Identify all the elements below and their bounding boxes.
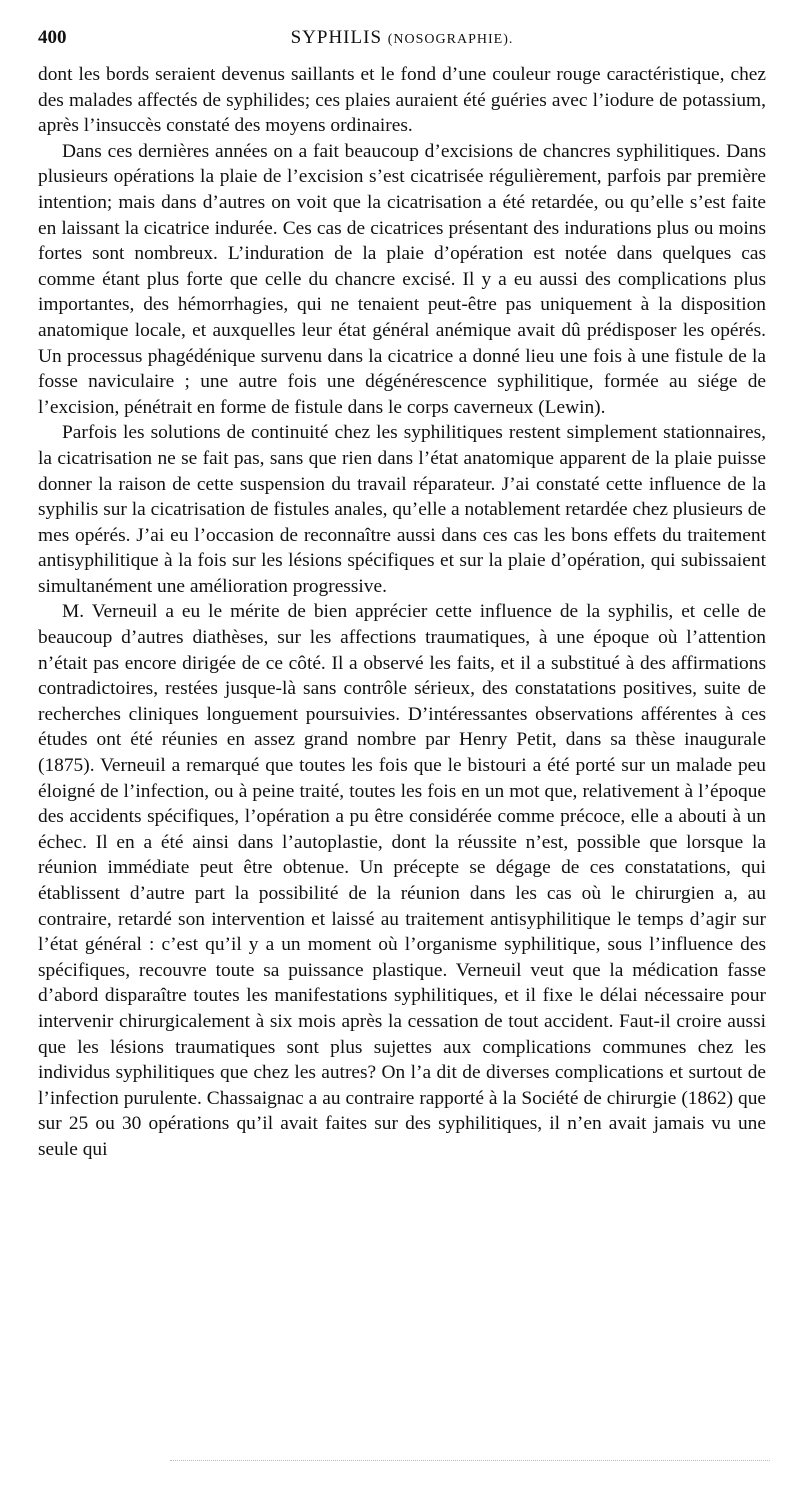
running-title [38, 22, 766, 56]
body-text [38, 62, 766, 1163]
running-title-main: SYPHILIS [290, 27, 383, 48]
paragraph: M. Verneuil a eu le mérite de bien apprécier cette influence de la syphilis, et celle de beaucoup d’autres diathèses, sur les affections traumatiques, à une époque où l’attention n’était pas encore dirigée de ce côté. Il a observé les faits, et il a substitué à des affirmations contradictoires, restées jusque-là sans contrôle sérieux, des constatations positives, suite de recherches cliniques longuement poursuivies. D’intéressantes observations afférentes à ces études ont été réunies en assez grand nombre par Henry Petit, dans sa thèse inaugurale (1875). Verneuil a remarqué que toutes les fois que le bistouri a été porté sur un malade peu éloigné de l’infection, ou à peine traité, toutes les fois en un mot que, relativement à l’époque des accidents spécifiques, l’opération a pu être considérée comme précoce, elle a abouti à un échec. Il en a été ainsi dans l’autoplastie, dont la réussite n’est, possible que lorsque la réunion immédiate peut être obtenue. Un précepte se dégage de ces constatations, qui établissent d’autre part la possibilité de la réunion dans les cas où le chirurgien a, au contraire, retardé son intervention et laissé au traitement antisyphilitique le temps d’agir sur l’état général : c’est qu’il y a un moment où l’organisme syphilitique, sous l’influence des spécifiques, recouvre toute sa puissance plastique. Verneuil veut que la médication fasse d’abord disparaître toutes les manifestations syphilitiques, et il fixe le délai nécessaire pour intervenir chirurgicalement à six mois après la cessation de tout accident. Faut-il croire aussi que les lésions traumatiques sont plus sujettes aux complications communes chez les individus syphilitiques que chez les autres? On l’a dit de diverses complications et surtout de l’infection purulente. Chassaignac a au contraire rapporté à la Société de chirurgie (1862) que sur 25 ou 30 opérations qu’il avait faites sur des syphilitiques, il n’en avait jamais vu une seule qui [38, 601, 766, 1160]
book-page [38, 22, 766, 1163]
paragraph: Dans ces dernières années on a fait beaucoup d’excisions de chancres syphilitiques. Dans plusieurs opérations la plaie de l’excision s’est cicatrisée régulièrement, parfois par première intention; mais dans d’autres on voit que la cicatrisation a été retardée, ou qu’elle s’est faite en laissant la cicatrice indurée. Ces cas de cicatrices présentant des indurations plus ou moins fortes sont nombreux. L’induration de la plaie d’opération est notée dans quelques cas comme étant plus forte que celle du chancre excisé. Il y a eu aussi des complications plus importantes, des hémorrhagies, qui ne tenaient peut-être pas uniquement à la disposition anatomique locale, et auxquelles leur état général anémique avait dû prédisposer les opérés. Un processus phagédénique survenu dans la cicatrice a donné lieu une fois à une fistule de la fosse naviculaire ; une autre fois une dégénérescence syphilitique, formée au siége de l’excision, pénétrait en forme de fistule dans le corps caverneux (Lewin). [38, 140, 766, 418]
paragraph-continued: dont les bords seraient devenus saillants et le fond d’une couleur rouge caractéristique, chez des malades affectés de syphilides; ces plaies auraient été guéries avec l’iodure de potassium, après l’insuccès constaté des moyens ordinaires. [38, 64, 766, 137]
paragraph: Parfois les solutions de continuité chez les syphilitiques restent simplement stationnaires, la cicatrisation ne se fait pas, sans que rien dans l’état anatomique apparent de la plaie puisse donner la raison de cette suspension du travail réparateur. J’ai constaté cette influence de la syphilis sur la cicatrisation de fistules anales, qu’elle a notablement retardée chez plusieurs de mes opérés. J’ai eu l’occasion de reconnaître aussi dans ces cas les bons effets du traitement antisyphilitique à la fois sur les lésions spécifiques et sur la plaie d’opération, qui subissaient simultanément une amélioration progressive. [38, 422, 766, 597]
page-number: 400 [38, 27, 67, 48]
running-title-sub: (NOSOGRAPHIE). [387, 32, 514, 47]
running-header [38, 22, 766, 54]
bottom-bleed-line [170, 1460, 770, 1461]
